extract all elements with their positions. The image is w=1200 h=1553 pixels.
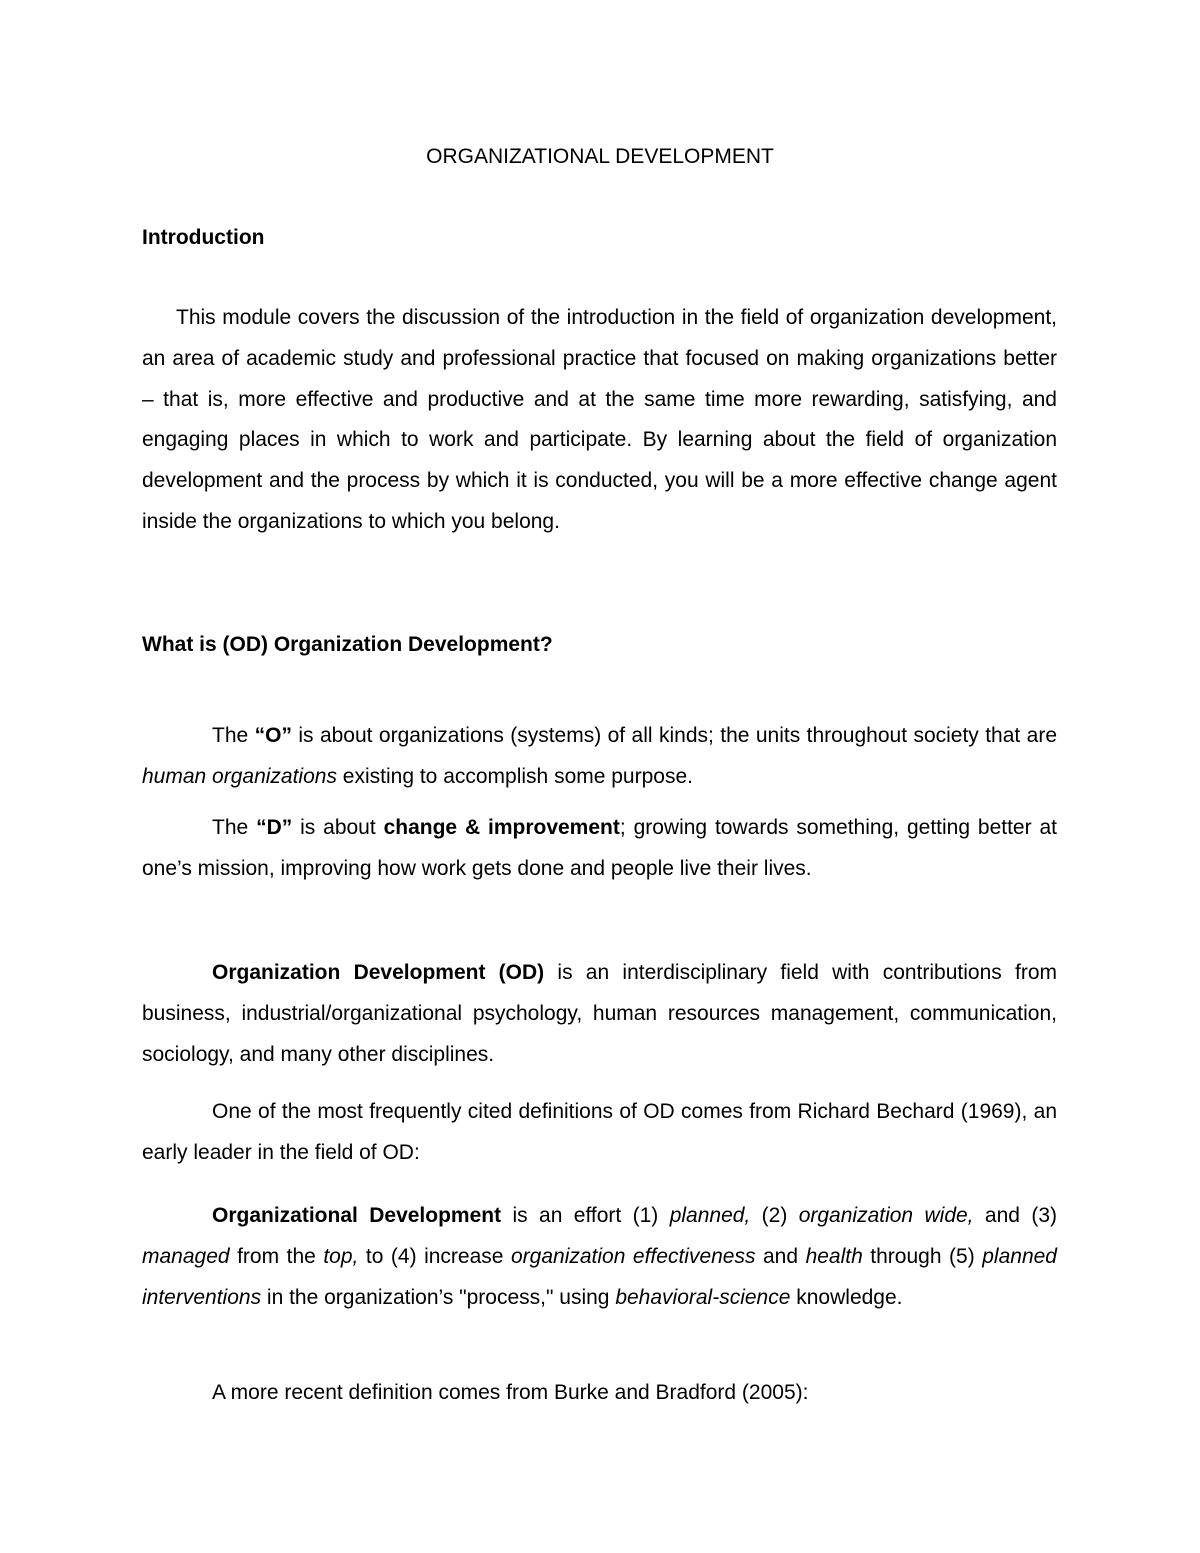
o-paragraph (142, 716, 1057, 798)
definition-italic-4: top, (323, 1244, 359, 1268)
introduction-heading: Introduction (142, 226, 265, 249)
definition-italic-8: behavioral-science (615, 1285, 791, 1309)
d-text-1: The (212, 816, 257, 839)
definition-text-4: from the (229, 1244, 324, 1268)
burke-paragraph: A more recent definition comes from Burke and Bradford (2005): (212, 1381, 809, 1404)
definition-text-2: (2) (750, 1204, 799, 1227)
definition-italic-5: organization effectiveness (510, 1244, 756, 1268)
o-emphasis: human organizations (142, 764, 337, 788)
field-paragraph (142, 953, 1057, 1075)
definition-italic-2: organization wide, (798, 1204, 974, 1227)
definition-text-8: in the organization’s "process," using (261, 1285, 616, 1309)
definition-italic-7: planned interventions (142, 1244, 1057, 1309)
bechard-paragraph: One of the most frequently cited definitions of OD comes from Richard Bechard (1969), an early leader in the field of OD: (142, 1100, 1057, 1164)
definition-text-1: is an effort (1) (501, 1204, 670, 1227)
d-text-3: ; growing towards something, getting better at one’s mission, improving how work gets done and people live their lives. (142, 816, 1057, 880)
definition-italic-3: managed (142, 1244, 230, 1268)
definition-term: Organizational Development (212, 1204, 502, 1227)
o-letter: “O” (254, 724, 292, 747)
definition-text-3: and (3) (973, 1204, 1057, 1227)
definition-text-5: to (4) increase (358, 1244, 511, 1268)
o-text-2: is about organizations (systems) of all kinds; the units throughout society that are (291, 724, 1057, 747)
d-letter: “D” (256, 816, 293, 839)
definition-text-9: knowledge. (790, 1285, 903, 1309)
d-text-2: is about (292, 816, 384, 839)
od-definition-heading: What is (OD) Organization Development? (142, 633, 553, 656)
definition-italic-6: health (805, 1244, 863, 1268)
field-text: is an interdisciplinary field with contributions from business, industrial/organizational psychology, human resources management, communication, sociology, and many other disciplines. (142, 961, 1058, 1066)
d-emphasis: change & improvement (383, 816, 620, 839)
document-title: ORGANIZATIONAL DEVELOPMENT (426, 145, 774, 168)
field-term: Organization Development (OD) (212, 961, 545, 984)
definition-text-7: through (5) (862, 1244, 983, 1268)
definition-paragraph (142, 1196, 1057, 1318)
introduction-paragraph: This module covers the discussion of the introduction in the field of organization development, an area of academic study and professional practice that focused on making organizations better – that is, more effective and productive and at the same time more rewarding, satisfying, and engaging places in which to work and participate. By learning about the field of organization development and the process by which it is conducted, you will be a more effective change agent inside the organizations to which you belong. (142, 306, 1057, 533)
o-text-3: existing to accomplish some purpose. (336, 764, 693, 788)
definition-text-6: and (755, 1244, 806, 1268)
definition-italic-1: planned, (669, 1204, 751, 1227)
d-paragraph (142, 808, 1057, 890)
o-text-1: The (212, 724, 255, 747)
